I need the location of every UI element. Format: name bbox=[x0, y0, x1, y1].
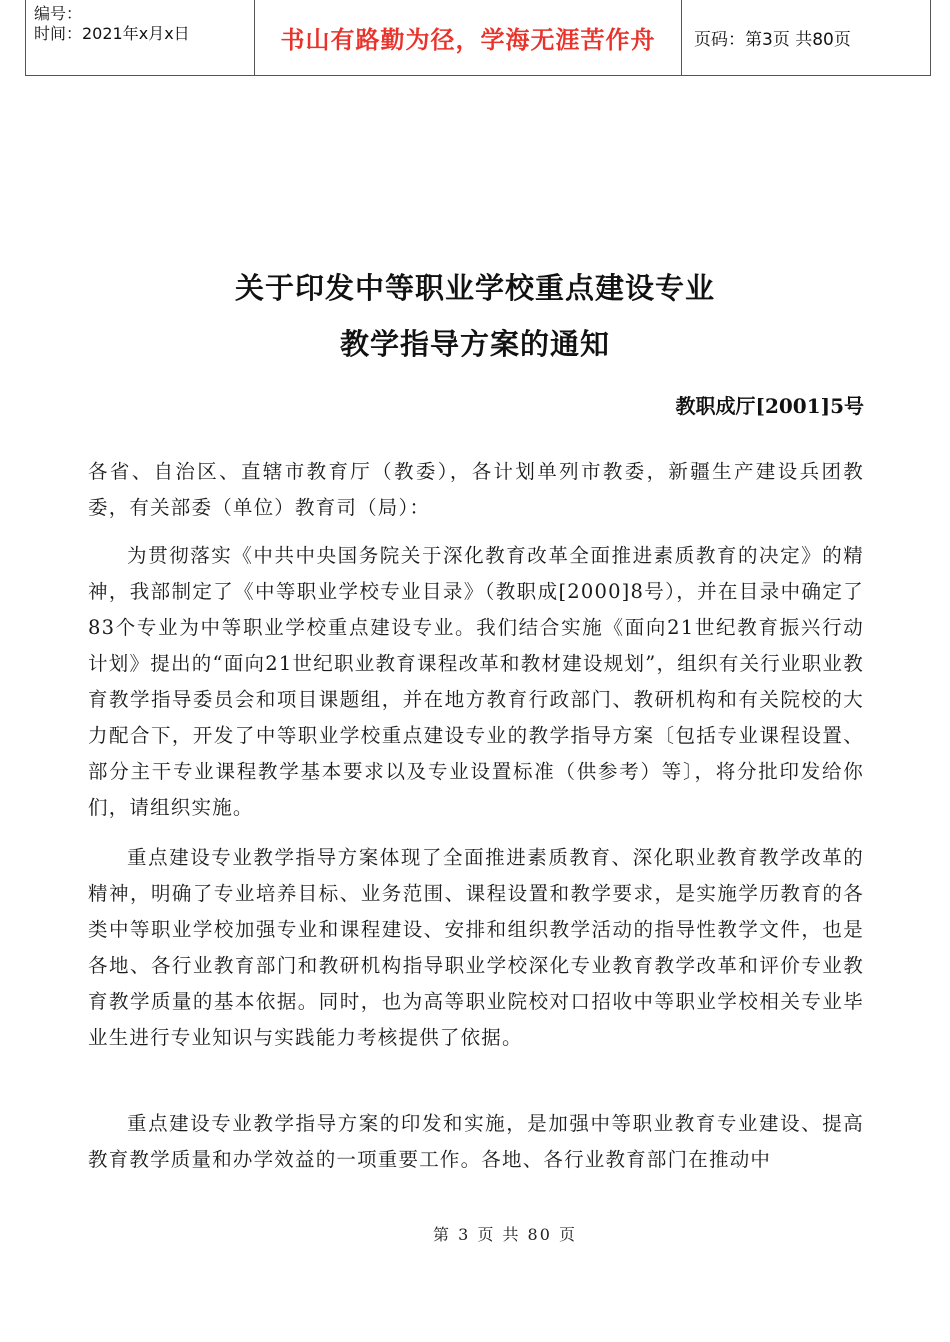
page-header bbox=[25, 0, 931, 76]
paragraph-1: 为贯彻落实《中共中央国务院关于深化教育改革全面推进素质教育的决定》的精神，我部制定了《中等职业学校专业目录》（教职成[2000]8号），并在目录中确定了83个专业为中等职业学校重点建设专业。我们结合实施《面向21世纪教育振兴行动计划》提出的“面向21世纪职业教育课程改革和教材建设规划”，组织有关行业职业教育教学指导委员会和项目课题组，并在地方教育行政部门、教研机构和有关院校的大力配合下，开发了中等职业学校重点建设专业的教学指导方案〔包括专业课程设置、部分主干专业课程教学基本要求以及专业设置标准（供参考）等〕，将分批印发给你们，请组织实施。 bbox=[88, 544, 864, 819]
document-number: 教职成厅[2001]5号 bbox=[675, 394, 864, 418]
page-footer: 第 3 页 共 80 页 bbox=[433, 1225, 577, 1244]
header-motto: 书山有路勤为径，学海无涯苦作舟 bbox=[255, 0, 682, 75]
header-page-label: 页码：第3页 共80页 bbox=[694, 30, 851, 50]
paragraph-3: 重点建设专业教学指导方案的印发和实施，是加强中等职业教育专业建设、提高教育教学质量和办学效益的一项重要工作。各地、各行业教育部门在推动中 bbox=[88, 1112, 864, 1171]
document-title-line1: 关于印发中等职业学校重点建设专业 bbox=[234, 271, 715, 305]
salutation: 各省、自治区、直辖市教育厅（教委），各计划单列市教委，新疆生产建设兵团教委，有关部委（单位）教育司（局）： bbox=[88, 460, 864, 519]
document-title-line2: 教学指导方案的通知 bbox=[339, 327, 610, 361]
date-label: 时间：2021年x月x日 bbox=[34, 24, 190, 43]
serial-label: 编号： bbox=[34, 4, 83, 23]
header-meta-cell bbox=[26, 0, 255, 75]
paragraph-2: 重点建设专业教学指导方案体现了全面推进素质教育、深化职业教育教学改革的精神，明确了专业培养目标、业务范围、课程设置和教学要求，是实施学历教育的各类中等职业学校加强专业和课程建设、安排和组织教学活动的指导性教学文件，也是各地、各行业教育部门和教研机构指导职业学校深化专业教育教学改革和评价专业教育教学质量的基本依据。同时，也为高等职业院校对口招收中等职业学校相关专业毕业生进行专业知识与实践能力考核提供了依据。 bbox=[88, 846, 864, 1049]
